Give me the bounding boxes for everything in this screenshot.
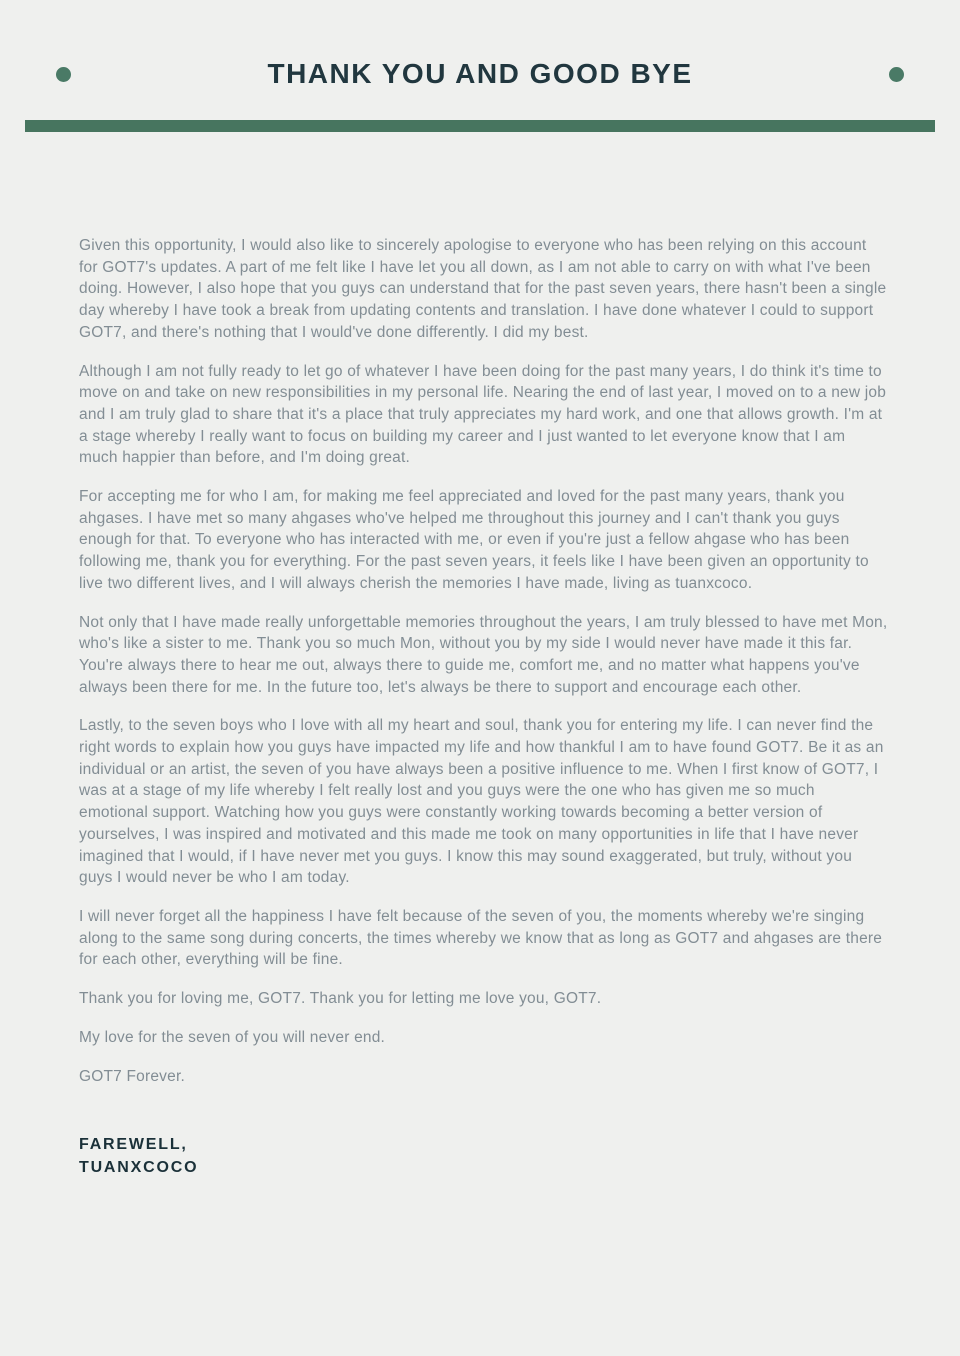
paragraph-love-never-ends: My love for the seven of you will never end. <box>79 1028 386 1046</box>
signature-farewell: FAREWELL, <box>79 1136 188 1154</box>
letter-body <box>0 132 960 1087</box>
paragraph-thanks-ahgases: For accepting me for who I am, for making me feel appreciated and loved for the past many years, thank you ahgases. I have met so many ahgases who've helped me throughout this journey and I can't thank you guys enough for that. To everyone who has interacted with me, or even if you're just a fellow ahgase who has been following me, thank you for everything. For the past seven years, it feels like I have been given an opportunity to live two different lives, and I will always cherish the memories I have made, living as tuanxcoco. <box>79 488 869 592</box>
green-dot-left-icon <box>56 67 71 82</box>
paragraph-thanks-mon: Not only that I have made really unforgettable memories throughout the years, I am truly blessed to have met Mon, who's like a sister to me. Thank you so much Mon, without you by my side I would never have made it this far. You're always there to hear me out, always there to guide me, comfort me, and no matter what happens you've always been there for me. In the future too, let's always be there to support and encourage each other. <box>79 613 888 696</box>
divider-bar <box>25 120 935 132</box>
letter-header <box>0 0 960 132</box>
paragraph-apology: Given this opportunity, I would also like to sincerely apologise to everyone who has been relying on this account for GOT7's updates. A part of me felt like I have let you all down, as I am not able to carry on with what I've been doing. However, I also hope that you guys can understand that for the past seven years, there hasn't been a single day whereby I have took a break from updating contents and translation. I have done whatever I could to support GOT7, and there's nothing that I would've done differently. I did my best. <box>79 237 887 341</box>
green-dot-right-icon <box>889 67 904 82</box>
paragraph-got7-forever: GOT7 Forever. <box>79 1067 185 1085</box>
signature-block <box>0 1104 960 1179</box>
page-title: THANK YOU AND GOOD BYE <box>267 58 693 89</box>
paragraph-thanks-got7: Lastly, to the seven boys who I love with all my heart and soul, thank you for entering my life. I can never find the right words to explain how you guys have impacted my life and how thankful I am to have found GOT7. Be it as an individual or an artist, the seven of you have always been a positive influence to me. When I first know of GOT7, I was at a stage of my life whereby I felt really lost and you guys were the one who has given me so much emotional support. Watching how you guys were constantly working towards becoming a better version of yourselves, I was inspired and motivated and this made me took on many opportunities in life that I have never imagined that I would, if I have never met you guys. I know this may sound exaggerated, but truly, without you guys I would never be who I am today. <box>79 717 884 887</box>
paragraph-moving-on: Although I am not fully ready to let go of whatever I have been doing for the past many years, I do think it's time to move on and take on new responsibilities in my personal life. Nearing the end of last year, I moved on to a new job and I am truly glad to share that it's a place that truly appreciates my hard work, and one that allows growth. I'm at a stage whereby I really want to focus on building my career and I just wanted to let everyone know that I am much happier than before, and I'm doing great. <box>79 362 887 467</box>
paragraph-thank-you: Thank you for loving me, GOT7. Thank you for letting me love you, GOT7. <box>79 990 602 1008</box>
paragraph-never-forget: I will never forget all the happiness I have felt because of the seven of you, the moments whereby we're singing along to the same song during concerts, the times whereby we know that as long as GOT7 and ahgases are there for each other, everything will be fine. <box>79 907 883 969</box>
signature-username: TUANXCOCO <box>79 1159 199 1177</box>
